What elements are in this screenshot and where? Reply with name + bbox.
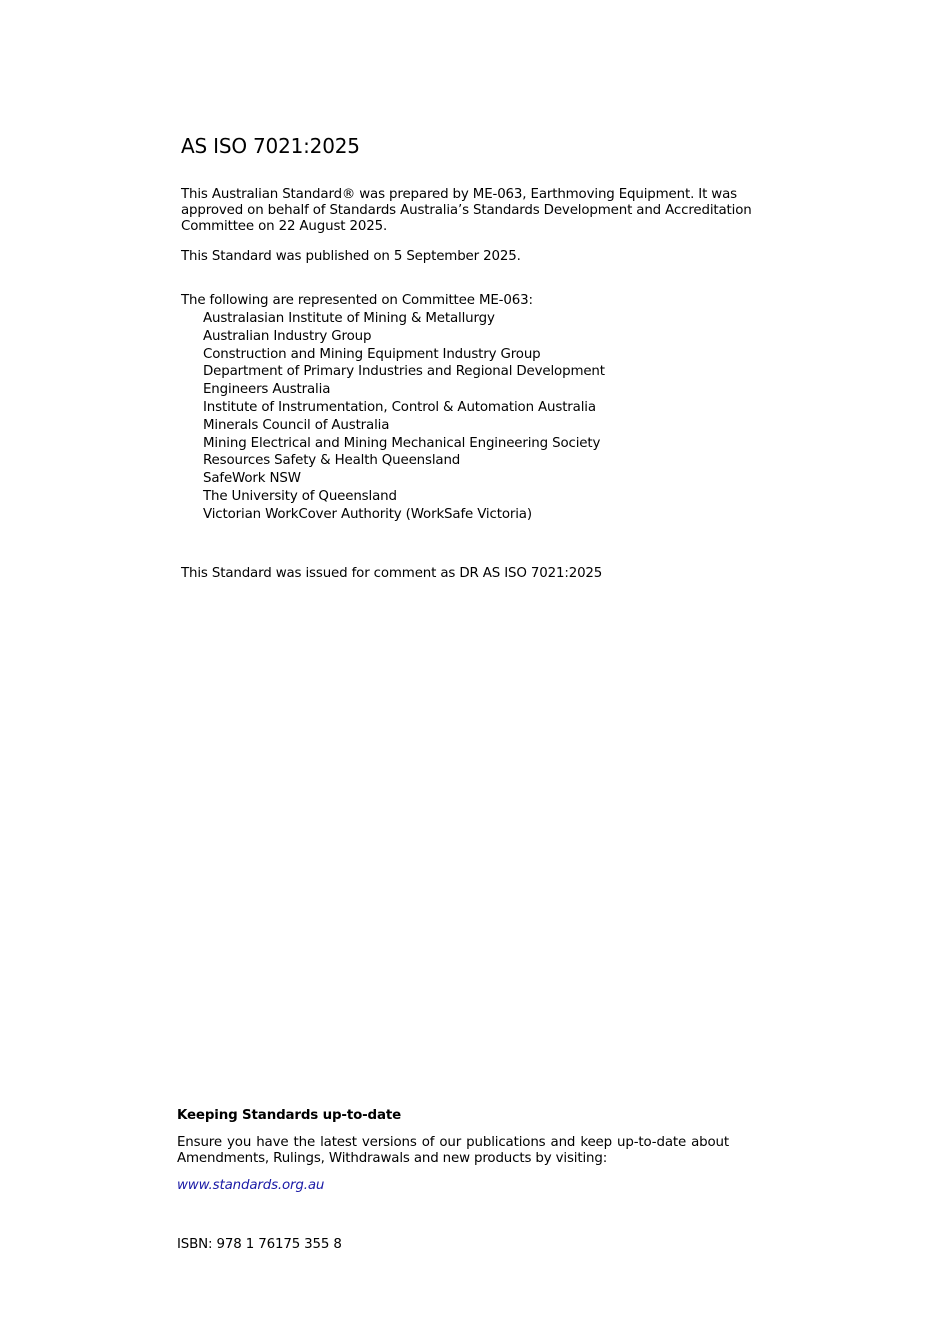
committee-member: Construction and Mining Equipment Industry Group	[203, 346, 541, 362]
committee-member-list	[181, 310, 605, 524]
published-paragraph: This Standard was published on 5 September 2025.	[181, 249, 521, 264]
committee-member: SafeWork NSW	[203, 471, 301, 487]
document-title: AS ISO 7021:2025	[181, 134, 360, 158]
committee-member: The University of Queensland	[203, 488, 397, 504]
keeping-standards-paragraph: Ensure you have the latest versions of our publications and keep up-to-date about Amendments, Rulings, Withdrawals and new products by visiting:	[177, 1135, 729, 1166]
committee-section	[181, 292, 605, 524]
issued-for-comment-paragraph: This Standard was issued for comment as DR AS ISO 7021:2025	[181, 566, 603, 581]
committee-member: Minerals Council of Australia	[203, 417, 390, 433]
approval-paragraph: This Australian Standard® was prepared by ME-063, Earthmoving Equipment. It was approved on behalf of Standards Australia’s Standards Development and Accreditation Committee on 22 August 2025.	[181, 187, 752, 234]
committee-member: Australian Industry Group	[203, 328, 372, 344]
committee-member: Department of Primary Industries and Regional Development	[203, 364, 605, 380]
committee-member: Institute of Instrumentation, Control & Automation Australia	[203, 399, 596, 415]
committee-member: Victorian WorkCover Authority (WorkSafe Victoria)	[203, 506, 532, 522]
committee-member: Australasian Institute of Mining & Metallurgy	[203, 311, 495, 326]
committee-member: Mining Electrical and Mining Mechanical Engineering Society	[203, 435, 601, 451]
committee-member: Resources Safety & Health Queensland	[203, 453, 461, 469]
committee-member: Engineers Australia	[203, 382, 331, 398]
keeping-standards-heading: Keeping Standards up-to-date	[177, 1108, 402, 1123]
standards-website-link[interactable]: www.standards.org.au	[177, 1178, 325, 1193]
committee-intro: The following are represented on Committee ME-063:	[181, 293, 533, 308]
isbn-text: ISBN: 978 1 76175 355 8	[177, 1237, 342, 1252]
